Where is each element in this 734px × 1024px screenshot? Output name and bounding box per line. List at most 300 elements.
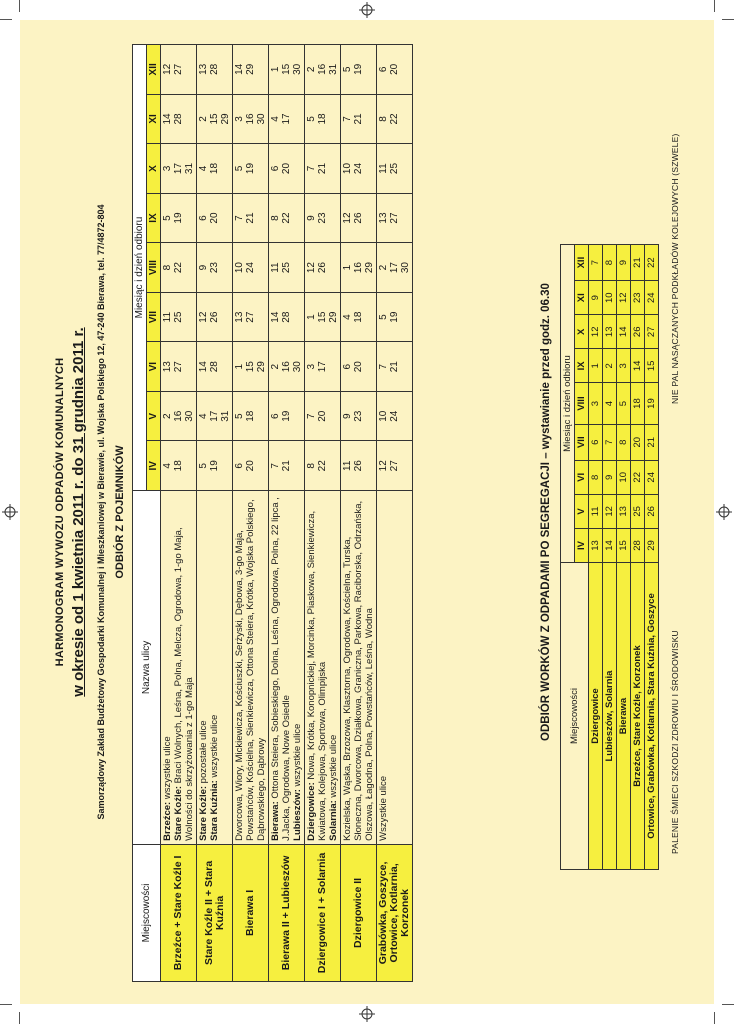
- month-header: XII: [147, 45, 161, 95]
- date-cell: 7: [603, 424, 617, 460]
- date-cell: [233, 391, 269, 441]
- date-cell: 2: [603, 349, 617, 383]
- date-value: 30: [256, 113, 267, 125]
- streets-cell: [269, 491, 305, 845]
- date-value: 10: [234, 262, 245, 274]
- date-value: 12: [342, 212, 353, 224]
- column-header-streets: Nazwa ulicy: [133, 491, 161, 845]
- date-cell: 20: [631, 424, 645, 460]
- date-cell: [233, 342, 269, 392]
- date-value: 18: [245, 410, 256, 422]
- date-value: 6: [342, 363, 353, 370]
- date-value: 27: [173, 361, 184, 373]
- date-cell: [161, 243, 197, 293]
- street-line: [292, 494, 303, 841]
- street-prefix: Stare Koźle:: [198, 785, 209, 841]
- street-prefix: Stare Koźle:: [173, 785, 184, 841]
- containers-schedule-table: [132, 44, 413, 982]
- date-value: 27: [245, 311, 256, 323]
- location-cell: Dziergowice: [589, 563, 603, 870]
- date-value: 13: [162, 361, 173, 373]
- date-cell: 19: [645, 383, 659, 424]
- date-cell: [377, 441, 413, 491]
- date-value: 5: [162, 215, 173, 221]
- date-cell: [233, 292, 269, 342]
- date-cell: [233, 441, 269, 491]
- registration-mark-bottom: [359, 1006, 375, 1022]
- street-list: wszystkie ulice: [328, 734, 339, 801]
- month-header: XII: [575, 245, 589, 281]
- date-cell: 13: [589, 528, 603, 562]
- date-value: 17: [173, 162, 184, 175]
- date-cell: [161, 391, 197, 441]
- date-value: 4: [270, 116, 281, 122]
- date-cell: [197, 391, 233, 441]
- street-prefix: Bierawa:: [270, 801, 281, 841]
- streets-cell: [377, 491, 413, 845]
- date-value: 25: [281, 262, 292, 274]
- date-cell: 12: [589, 315, 603, 349]
- street-list: Kozielska, Wąska, Brzozowa, Klasztorna, Ogrodowa, Kościelna, Turska, Słoneczna, Dworcowa, Działkowa, Graniczna, Parkowa, Raciborska, Odrzańska, Olszowa, Łagodna, Polna, Powstańców, Leśna, Wodna: [342, 500, 375, 841]
- footer-right: NIE PAL NASĄCZANYCH PODKŁADÓW KOLEJOWYCH (SZWELE): [670, 133, 680, 404]
- table-row: [645, 245, 659, 870]
- date-cell: 21: [631, 245, 645, 281]
- date-value: 22: [389, 113, 400, 125]
- date-value: 24: [389, 410, 400, 422]
- date-value: 7: [270, 463, 281, 469]
- date-value: 21: [245, 212, 256, 224]
- date-value: 23: [353, 410, 364, 422]
- date-cell: 27: [645, 315, 659, 349]
- trim-line: [722, 19, 734, 20]
- date-cell: 14: [631, 349, 645, 383]
- month-header: VI: [147, 342, 161, 392]
- date-value: 6: [270, 413, 281, 420]
- date-value: 29: [364, 262, 375, 274]
- month-header: IV: [147, 441, 161, 491]
- date-value: 16: [173, 410, 184, 422]
- streets-cell: [161, 491, 197, 845]
- date-value: 22: [281, 212, 292, 224]
- date-cell: 3: [589, 383, 603, 424]
- date-value: 6: [234, 463, 245, 469]
- table-row: [341, 45, 377, 982]
- date-value: 29: [328, 311, 339, 323]
- month-header: V: [147, 391, 161, 441]
- date-value: 15: [245, 361, 256, 373]
- date-value: 9: [306, 215, 317, 221]
- date-value: 11: [162, 311, 173, 323]
- date-value: 31: [184, 162, 195, 175]
- date-cell: [233, 193, 269, 243]
- location-cell: Bierawa: [617, 563, 631, 870]
- street-prefix: Stara Kuźnia:: [209, 780, 220, 841]
- location-cell: Brzeźce, Stare Koźle, Korzonek: [631, 563, 645, 870]
- date-value: 22: [317, 460, 328, 472]
- trim-line: [0, 19, 12, 20]
- date-value: 21: [389, 361, 400, 373]
- date-cell: 14: [603, 528, 617, 562]
- column-header-month-group: Miesiąc i dzień odbioru: [561, 245, 575, 563]
- month-header: V: [575, 494, 589, 528]
- date-cell: 15: [617, 528, 631, 562]
- organization-line: Samorządowy Zakład Budżetowy Gospodarki Komunalnej i Mieszkaniowej w Bierawie, ul. Wojska Polskiego 12, 47-240 Bierawa, tel. 77/4872-804: [96, 204, 106, 820]
- date-cell: [341, 144, 377, 194]
- table-header-row: [133, 45, 147, 982]
- date-value: 23: [317, 212, 328, 224]
- date-value: 8: [306, 463, 317, 469]
- streets-cell: [233, 491, 269, 845]
- document-title: HARMONOGRAM WYWOZU ODPADÓW KOMUNALNYCH: [54, 357, 66, 667]
- date-cell: 9: [603, 460, 617, 494]
- date-cell: 26: [645, 494, 659, 528]
- date-cell: [197, 193, 233, 243]
- date-cell: [305, 292, 341, 342]
- date-cell: [269, 243, 305, 293]
- date-value: 17: [317, 361, 328, 373]
- column-header-location: Miejscowości: [561, 563, 589, 870]
- date-cell: 14: [617, 315, 631, 349]
- trim-line: [0, 1004, 12, 1005]
- date-cell: [377, 342, 413, 392]
- date-cell: [305, 243, 341, 293]
- date-cell: [341, 292, 377, 342]
- table-row: [233, 45, 269, 982]
- date-value: 15: [317, 311, 328, 323]
- trim-line: [19, 1012, 20, 1024]
- date-cell: [197, 292, 233, 342]
- date-value: 7: [342, 116, 353, 122]
- date-value: 23: [209, 262, 220, 274]
- date-value: 16: [317, 63, 328, 75]
- street-line: [378, 494, 389, 841]
- date-value: 2: [270, 363, 281, 370]
- date-value: 5: [234, 165, 245, 172]
- date-cell: 1: [589, 349, 603, 383]
- date-value: 9: [342, 413, 353, 420]
- date-value: 20: [353, 361, 364, 373]
- date-cell: [269, 45, 305, 95]
- date-value: 16: [245, 113, 256, 125]
- date-value: 14: [270, 311, 281, 323]
- date-value: 16: [353, 262, 364, 274]
- date-value: 4: [162, 463, 173, 469]
- date-value: 19: [389, 311, 400, 323]
- date-value: 30: [400, 262, 411, 274]
- date-cell: [161, 144, 197, 194]
- date-cell: 3: [617, 349, 631, 383]
- date-value: 18: [317, 113, 328, 125]
- date-value: 20: [209, 212, 220, 224]
- location-cell: Stare Koźle II + Stara Kuźnia: [197, 844, 233, 981]
- table-row: [197, 45, 233, 982]
- street-line: [173, 494, 195, 841]
- date-cell: [305, 94, 341, 144]
- date-value: 13: [378, 212, 389, 224]
- date-value: 6: [378, 66, 389, 73]
- date-cell: 26: [631, 315, 645, 349]
- date-value: 27: [389, 460, 400, 472]
- date-value: 6: [198, 215, 209, 221]
- date-cell: [341, 45, 377, 95]
- date-cell: 18: [631, 383, 645, 424]
- date-cell: [341, 342, 377, 392]
- date-cell: 11: [589, 494, 603, 528]
- date-cell: 24: [645, 281, 659, 315]
- street-list: Wszystkie ulice: [378, 775, 389, 841]
- month-header: IX: [575, 349, 589, 383]
- date-value: 26: [317, 262, 328, 274]
- date-value: 21: [317, 162, 328, 175]
- date-value: 7: [306, 413, 317, 420]
- footer-left: PALENIE ŚMIECI SZKODZI ZDROWIU I ŚRODOWISKU: [670, 630, 680, 854]
- date-cell: [233, 45, 269, 95]
- street-prefix: Brzeźce:: [162, 801, 173, 841]
- date-cell: 15: [645, 349, 659, 383]
- date-cell: 22: [645, 245, 659, 281]
- date-cell: [197, 441, 233, 491]
- date-value: 30: [184, 410, 195, 422]
- date-value: 5: [306, 116, 317, 122]
- table-row: [631, 245, 645, 870]
- date-value: 4: [198, 165, 209, 172]
- table-row: [589, 245, 603, 870]
- rotated-sheet: [20, 20, 714, 1004]
- street-list: wszystkie ulice: [292, 723, 303, 790]
- segregation-heading: ODBIÓR WORKÓW Z ODPADAMI PO SEGREGACJI – wystawianie przed godz. 06.30: [540, 283, 552, 741]
- date-value: 3: [234, 116, 245, 122]
- month-header: VII: [575, 424, 589, 460]
- date-value: 28: [281, 311, 292, 323]
- street-line: [342, 494, 375, 841]
- date-value: 19: [209, 460, 220, 472]
- date-cell: [305, 45, 341, 95]
- date-value: 29: [256, 361, 267, 373]
- date-value: 2: [162, 413, 173, 420]
- date-cell: [233, 243, 269, 293]
- date-cell: [305, 342, 341, 392]
- date-cell: 8: [603, 245, 617, 281]
- date-cell: [305, 193, 341, 243]
- date-value: 8: [378, 116, 389, 122]
- table-row: [617, 245, 631, 870]
- date-cell: 21: [645, 424, 659, 460]
- date-value: 14: [198, 361, 209, 373]
- month-header: VIII: [147, 243, 161, 293]
- date-cell: 28: [631, 528, 645, 562]
- date-value: 25: [173, 311, 184, 323]
- date-cell: [341, 243, 377, 293]
- date-value: 10: [342, 162, 353, 175]
- month-header: VII: [147, 292, 161, 342]
- location-cell: Brzeźce + Stare Koźle I: [161, 844, 197, 981]
- location-cell: Grabówka, Goszyce, Ortowice, Kotlarnia, Korzonek: [377, 844, 413, 981]
- streets-cell: [341, 491, 377, 845]
- date-value: 31: [220, 410, 231, 422]
- date-cell: [161, 45, 197, 95]
- date-cell: [161, 94, 197, 144]
- date-cell: 13: [617, 494, 631, 528]
- streets-cell: [305, 491, 341, 845]
- street-line: [306, 494, 328, 841]
- date-value: 11: [270, 262, 281, 273]
- date-value: 17: [389, 262, 400, 274]
- date-value: 18: [209, 162, 220, 175]
- date-value: 28: [173, 113, 184, 125]
- date-value: 31: [328, 63, 339, 75]
- date-cell: 8: [589, 460, 603, 494]
- date-value: 2: [198, 116, 209, 122]
- date-cell: [197, 342, 233, 392]
- location-cell: Bierawa II + Lubieszów: [269, 844, 305, 981]
- date-cell: 22: [631, 460, 645, 494]
- date-value: 6: [270, 165, 281, 172]
- date-value: 29: [220, 113, 231, 125]
- date-cell: 5: [617, 383, 631, 424]
- date-cell: 23: [631, 281, 645, 315]
- date-cell: [341, 441, 377, 491]
- date-value: 8: [270, 215, 281, 221]
- date-value: 10: [378, 410, 389, 422]
- street-prefix: Dziergowice:: [306, 782, 317, 841]
- date-value: 28: [209, 361, 220, 373]
- date-cell: 10: [603, 281, 617, 315]
- date-value: 11: [378, 163, 389, 174]
- date-cell: 7: [589, 245, 603, 281]
- date-value: 7: [234, 215, 245, 221]
- street-list: Dworcowa, Wiory, Mickiewicza, Kościuszki, Serżyski, Dębowa, 3-go Maja, Powstańców, Kościelna, Sienkiewicza, Ottona Steiera, Krótka, Wojska Polskiego, Dąbrowskiego, Dąbrowy: [234, 499, 267, 841]
- date-value: 24: [353, 162, 364, 175]
- date-value: 20: [281, 162, 292, 175]
- trim-line: [19, 0, 20, 12]
- date-cell: [377, 243, 413, 293]
- date-cell: [269, 391, 305, 441]
- date-value: 9: [198, 264, 209, 271]
- date-value: 7: [306, 165, 317, 172]
- date-cell: [233, 94, 269, 144]
- date-value: 12: [198, 311, 209, 323]
- street-line: [162, 494, 173, 841]
- date-cell: [269, 441, 305, 491]
- month-header: VI: [575, 460, 589, 494]
- date-cell: [161, 441, 197, 491]
- date-value: 8: [162, 264, 173, 271]
- date-value: 26: [353, 212, 364, 224]
- date-value: 29: [245, 63, 256, 75]
- date-value: 21: [281, 460, 292, 472]
- date-value: 20: [389, 63, 400, 75]
- date-value: 26: [353, 460, 364, 472]
- date-value: 13: [234, 311, 245, 323]
- date-cell: [377, 391, 413, 441]
- date-cell: [377, 292, 413, 342]
- column-header-month-group: Miesiąc i dzień odbioru: [133, 45, 147, 491]
- date-cell: [197, 243, 233, 293]
- location-cell: Bierawa I: [233, 844, 269, 981]
- date-cell: [305, 441, 341, 491]
- street-list: pozostałe ulice: [198, 720, 209, 786]
- street-list: wszystkie ulice: [162, 736, 173, 802]
- location-cell: Dziergowice I + Solarnia: [305, 844, 341, 981]
- date-cell: 13: [603, 315, 617, 349]
- date-value: 11: [342, 460, 353, 471]
- date-value: 15: [281, 63, 292, 75]
- date-cell: 10: [617, 460, 631, 494]
- date-value: 24: [245, 262, 256, 274]
- date-value: 1: [234, 363, 245, 370]
- month-header: XI: [575, 281, 589, 315]
- date-value: 21: [353, 113, 364, 125]
- trim-line: [722, 1004, 734, 1005]
- date-value: 1: [342, 264, 353, 271]
- date-value: 1: [270, 66, 281, 73]
- column-header-location: Miejscowości: [133, 844, 161, 981]
- date-value: 17: [281, 113, 292, 125]
- segregation-schedule-table: [560, 244, 659, 870]
- date-cell: [269, 94, 305, 144]
- date-value: 12: [378, 460, 389, 472]
- date-value: 5: [234, 413, 245, 420]
- date-cell: [305, 391, 341, 441]
- date-cell: [269, 342, 305, 392]
- date-cell: 12: [617, 281, 631, 315]
- month-header: IX: [147, 193, 161, 243]
- date-value: 5: [342, 66, 353, 73]
- month-header: XI: [147, 94, 161, 144]
- month-header: X: [575, 315, 589, 349]
- date-value: 16: [281, 361, 292, 373]
- date-value: 3: [306, 363, 317, 370]
- date-cell: [305, 144, 341, 194]
- registration-mark-right: [716, 504, 732, 520]
- date-cell: 8: [617, 424, 631, 460]
- date-cell: [377, 45, 413, 95]
- date-value: 17: [209, 410, 220, 422]
- month-header: X: [147, 144, 161, 194]
- date-value: 14: [234, 63, 245, 75]
- document-page: [20, 20, 714, 1004]
- street-list: Braci Wolnych, Leśna, Polna, Melcza, Ogrodowa, 1-go Maja, Wolności do skrzyżowania z 1-go Maja: [173, 527, 195, 841]
- date-value: 28: [209, 63, 220, 75]
- period-heading: w okresie od 1 kwietnia 2011 r. do 31 grudnia 2011 r.: [70, 327, 87, 697]
- streets-cell: [197, 491, 233, 845]
- month-header: VIII: [575, 383, 589, 424]
- date-cell: [269, 292, 305, 342]
- street-line: [198, 494, 209, 841]
- date-value: 19: [281, 410, 292, 422]
- street-prefix: Lubieszów:: [292, 789, 303, 841]
- date-value: 30: [292, 361, 303, 373]
- date-cell: [377, 193, 413, 243]
- street-list: Nowa, Krótka, Konopnickiej, Morcinka, Piaskowa, Sienkiewicza, Kwiatowa, Kolejowa, Sportowa, Olimpijska: [306, 510, 328, 841]
- street-prefix: Solarnia:: [328, 800, 339, 841]
- date-cell: 9: [617, 245, 631, 281]
- month-header: IV: [575, 528, 589, 562]
- date-value: 27: [173, 63, 184, 75]
- date-cell: [161, 292, 197, 342]
- table-header-row: [561, 245, 575, 870]
- date-value: 2: [306, 66, 317, 73]
- date-cell: [233, 144, 269, 194]
- date-value: 19: [245, 162, 256, 175]
- table-row: [305, 45, 341, 982]
- street-list: Ottona Steiera, Sobieskiego, Dolna, Leśna, Ogrodowa, Polna, 22 lipca , J.Jacka, Ogrodowa, Nowe Osiedle: [270, 497, 292, 841]
- date-value: 20: [245, 460, 256, 472]
- date-cell: [341, 193, 377, 243]
- date-cell: 29: [645, 528, 659, 562]
- date-value: 5: [198, 463, 209, 469]
- date-value: 4: [198, 413, 209, 420]
